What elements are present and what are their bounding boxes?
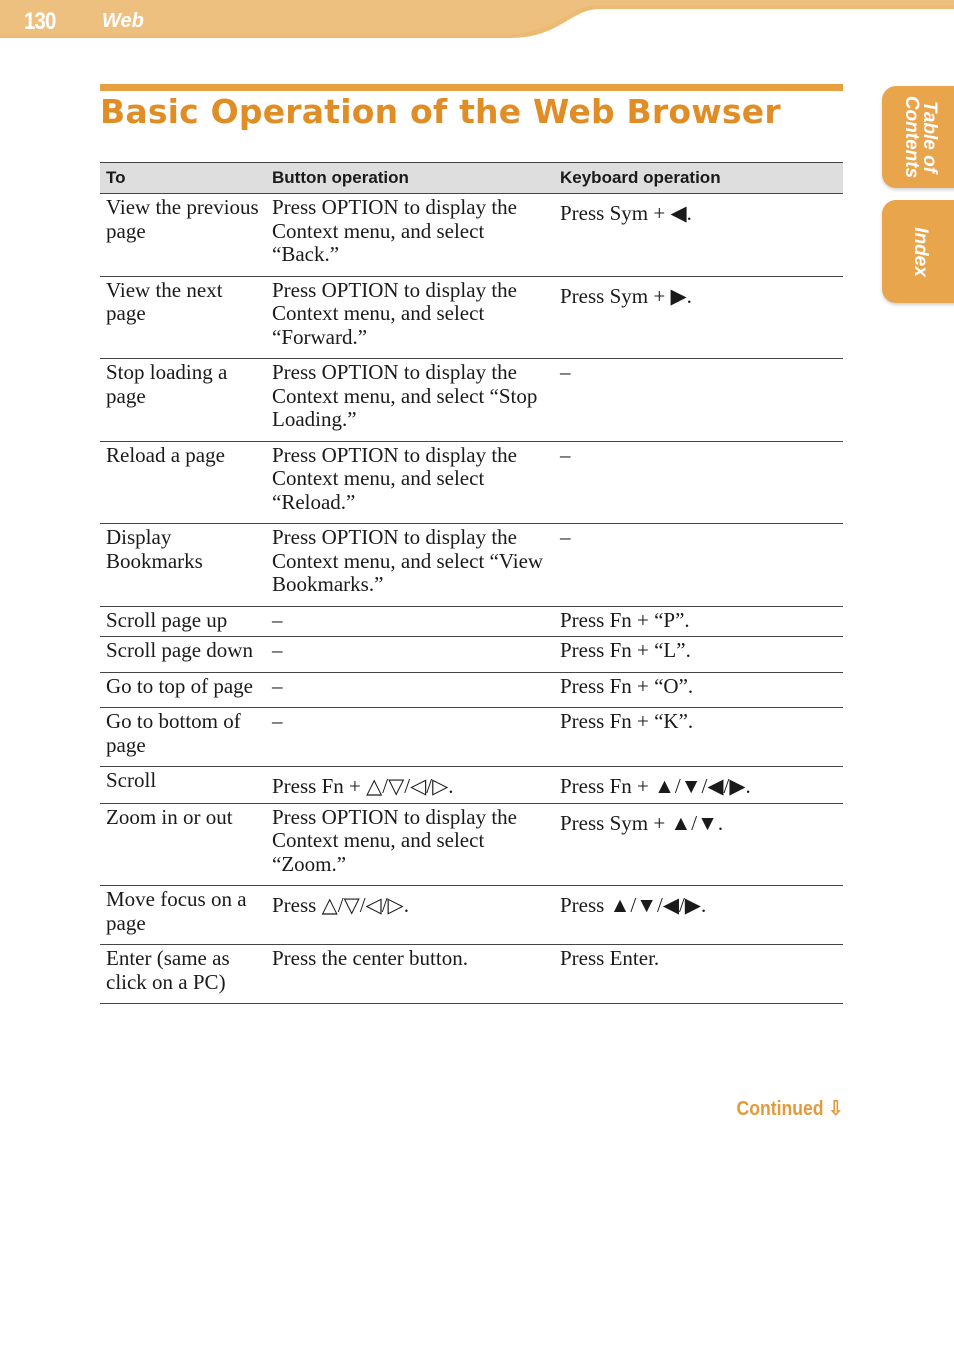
cell-button-operation: – — [266, 637, 554, 673]
cell-action: Scroll page down — [100, 637, 266, 673]
header-bar — [0, 0, 954, 40]
cell-keyboard-operation: Press Fn + “K”. — [554, 708, 843, 767]
cell-action: Go to top of page — [100, 672, 266, 708]
table-row — [100, 194, 843, 277]
page-title: Basic Operation of the Web Browser — [100, 92, 781, 131]
cell-action: Reload a page — [100, 441, 266, 524]
index-tab-label: Index — [910, 226, 931, 277]
cell-button-operation: Press OPTION to display the Context menu, and select “Zoom.” — [266, 803, 554, 886]
cell-action: Stop loading a page — [100, 359, 266, 442]
page-number: 130 — [24, 8, 56, 35]
cell-button-operation: Press OPTION to display the Context menu, and select “View Bookmarks.” — [266, 524, 554, 607]
table-row — [100, 672, 843, 708]
index-tab[interactable] — [882, 200, 954, 303]
cell-button-operation: Press △/▽/◁/▷. — [266, 886, 554, 945]
cell-action: Enter (same as click on a PC) — [100, 945, 266, 1004]
cell-keyboard-operation: Press ▲/▼/◀/▶. — [554, 886, 843, 945]
cell-button-operation: Press the center button. — [266, 945, 554, 1004]
cell-keyboard-operation: – — [554, 359, 843, 442]
table-header-row — [100, 163, 843, 194]
table-row — [100, 886, 843, 945]
table-row — [100, 637, 843, 673]
cell-action: Scroll page up — [100, 606, 266, 637]
column-header-button-operation: Button operation — [266, 163, 554, 194]
cell-keyboard-operation: Press Fn + ▲/▼/◀/▶. — [554, 767, 843, 804]
cell-button-operation: – — [266, 606, 554, 637]
cell-keyboard-operation: Press Sym + ▲/▼. — [554, 803, 843, 886]
cell-action: Display Bookmarks — [100, 524, 266, 607]
cell-button-operation: – — [266, 708, 554, 767]
cell-button-operation: Press OPTION to display the Context menu, and select “Back.” — [266, 194, 554, 277]
cell-keyboard-operation: Press Fn + “O”. — [554, 672, 843, 708]
cell-button-operation: Press Fn + △/▽/◁/▷. — [266, 767, 554, 804]
column-header-to: To — [100, 163, 266, 194]
table-of-contents-tab-label: Table of Contents — [901, 95, 940, 179]
cell-keyboard-operation: Press Fn + “P”. — [554, 606, 843, 637]
table-row — [100, 606, 843, 637]
continued-label: Continued ⇩ — [736, 1098, 843, 1120]
table-row — [100, 441, 843, 524]
cell-button-operation: Press OPTION to display the Context menu, and select “Forward.” — [266, 276, 554, 359]
cell-button-operation: Press OPTION to display the Context menu, and select “Reload.” — [266, 441, 554, 524]
cell-action: Scroll — [100, 767, 266, 804]
table-row — [100, 524, 843, 607]
cell-keyboard-operation: – — [554, 441, 843, 524]
table-row — [100, 767, 843, 804]
cell-action: View the previous page — [100, 194, 266, 277]
cell-button-operation: Press OPTION to display the Context menu, and select “Stop Loading.” — [266, 359, 554, 442]
table-row — [100, 708, 843, 767]
title-rule — [100, 84, 843, 91]
operations-table — [100, 162, 843, 1004]
cell-keyboard-operation: Press Fn + “L”. — [554, 637, 843, 673]
cell-keyboard-operation: Press Sym + ▶. — [554, 276, 843, 359]
cell-keyboard-operation: Press Enter. — [554, 945, 843, 1004]
cell-keyboard-operation: – — [554, 524, 843, 607]
cell-button-operation: – — [266, 672, 554, 708]
table-of-contents-tab[interactable] — [882, 86, 954, 188]
cell-keyboard-operation: Press Sym + ◀. — [554, 194, 843, 277]
table-row — [100, 359, 843, 442]
cell-action: Go to bottom of page — [100, 708, 266, 767]
section-name: Web — [102, 10, 144, 32]
table-row — [100, 803, 843, 886]
table-row — [100, 276, 843, 359]
table-row — [100, 945, 843, 1004]
column-header-keyboard-operation: Keyboard operation — [554, 163, 843, 194]
cell-action: Move focus on a page — [100, 886, 266, 945]
cell-action: Zoom in or out — [100, 803, 266, 886]
cell-action: View the next page — [100, 276, 266, 359]
